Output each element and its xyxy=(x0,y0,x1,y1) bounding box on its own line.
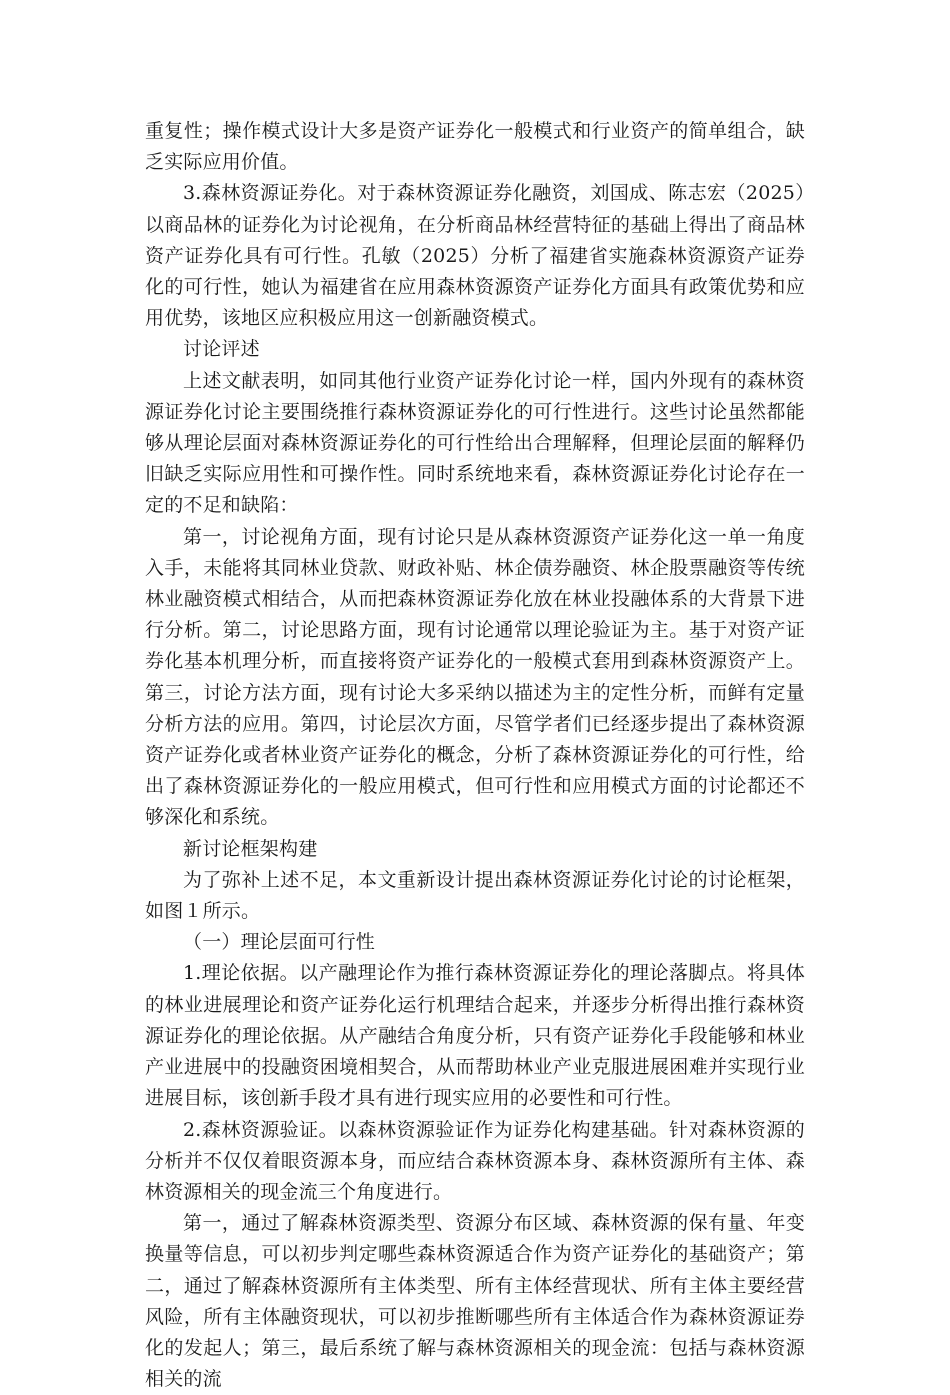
paragraph-forest-securitization: 3.森林资源证券化。对于森林资源证券化融资，刘国成、陈志宏（2025）以商品林的证券化为讨论视角，在分析商品林经营特征的基础上得出了商品林资产证券化具有可行性。孔敏（2025）分析了福建省实施森林资源资产证券化的可行性，她认为福建省在应用森林资源资产证券化方面具有政策优势和应用优势，该地区应积极应用这一创新融资模式。 xyxy=(145,182,805,330)
paragraph-shortcomings: 第一，讨论视角方面，现有讨论只是从森林资源资产证券化这一单一角度入手，未能将其同林业贷款、财政补贴、林企债券融资、林企股票融资等传统林业融资模式相结合，从而把森林资源证券化放在林业投融体系的大背景下进行分析。第二，讨论思路方面，现有讨论通常以理论验证为主。基于对资产证券化基本机理分析，而直接将资产证券化的一般模式套用到森林资源资产上。第三，讨论方法方面，现有讨论大多采纳以描述为主的定性分析，而鲜有定量分析方法的应用。第四，讨论层次方面，尽管学者们已经逐步提出了森林资源资产证券化或者林业资产证券化的概念，分析了森林资源证券化的可行性，给出了森林资源证券化的一般应用模式，但可行性和应用模式方面的讨论都还不够深化和系统。 xyxy=(145,525,805,829)
document-body xyxy=(145,116,805,1395)
section-heading-review: 讨论评述 xyxy=(183,338,260,361)
paragraph-verification-steps: 第一，通过了解森林资源类型、资源分布区域、森林资源的保有量、年变换量等信息，可以初步判定哪些森林资源适合作为资产证券化的基础资产；第二，通过了解森林资源所有主体类型、所有主体经营现状、所有主体主要经营风险，所有主体融资现状，可以初步推断哪些所有主体适合作为森林资源证券化的发起人；第三，最后系统了解与森林资源相关的现金流：包括与森林资源相关的流 xyxy=(145,1212,805,1391)
subsection-heading-theoretical-feasibility: （一）理论层面可行性 xyxy=(183,931,376,954)
paragraph-review-summary: 上述文献表明，如同其他行业资产证券化讨论一样，国内外现有的森林资源证券化讨论主要围绕推行森林资源证券化的可行性进行。这些讨论虽然都能够从理论层面对森林资源证券化的可行性给出合理解释，但理论层面的解释仍旧缺乏实际应用性和可操作性。同时系统地来看，森林资源证券化讨论存在一定的不足和缺陷： xyxy=(145,369,805,517)
paragraph-intro-continuation: 重复性；操作模式设计大多是资产证券化一般模式和行业资产的简单组合，缺乏实际应用价值。 xyxy=(145,120,805,174)
paragraph-resource-verification: 2.森林资源验证。以森林资源验证作为证券化构建基础。针对森林资源的分析并不仅仅着眼资源本身，而应结合森林资源本身、森林资源所有主体、森林资源相关的现金流三个角度进行。 xyxy=(145,1118,805,1203)
paragraph-framework-intro: 为了弥补上述不足，本文重新设计提出森林资源证券化讨论的讨论框架，如图１所示。 xyxy=(145,868,805,923)
section-heading-new-framework: 新讨论框架构建 xyxy=(183,837,318,860)
paragraph-theory-basis: 1.理论依据。以产融理论作为推行森林资源证券化的理论落脚点。将具体的林业进展理论和资产证券化运行机理结合起来，并逐步分析得出推行森林资源证券化的理论依据。从产融结合角度分析，只有资产证券化手段能够和林业产业进展中的投融资困境相契合，从而帮助林业产业克服进展困难并实现行业进展目标，该创新手段才具有进行现实应用的必要性和可行性。 xyxy=(145,962,805,1110)
